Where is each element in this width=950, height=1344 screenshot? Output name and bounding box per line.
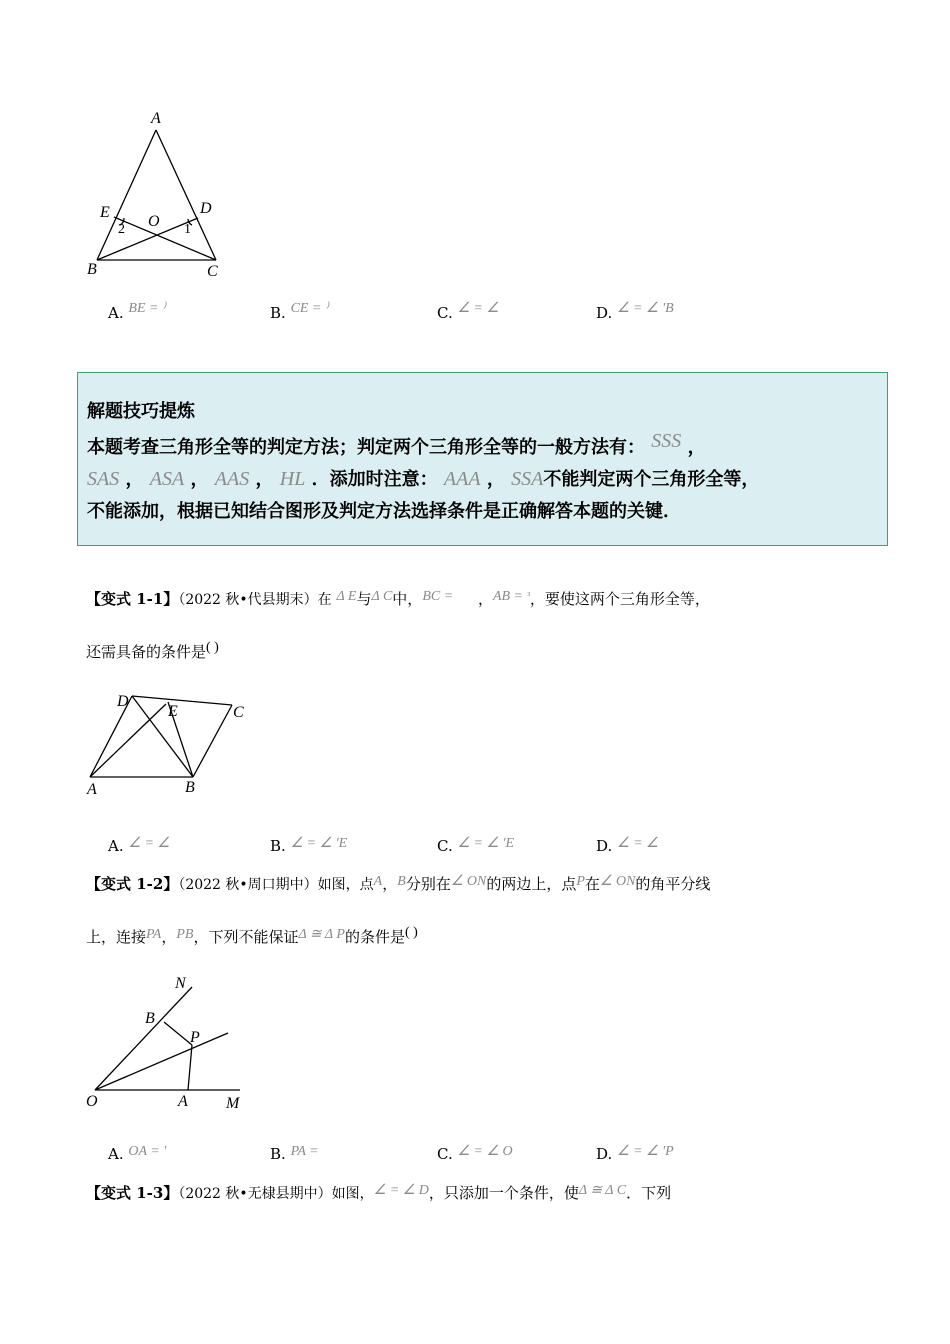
option-text: ∠ = ∠ 'P [617, 1144, 674, 1159]
seg-ce [114, 217, 216, 260]
option-text: PA = [290, 1144, 319, 1159]
point-p: P [576, 874, 585, 889]
text-tail: 的角平分线 [635, 875, 711, 893]
figure-quadrilateral [80, 685, 260, 795]
label-B: B [87, 261, 97, 278]
text-tail: ，要使这两个三角形全等， [529, 590, 710, 608]
option-text: ∠ = ∠ 'B [617, 301, 674, 316]
congruence: Δ ≅ Δ P [298, 927, 345, 942]
option-letter: A. [108, 837, 124, 855]
v11-option-d[interactable] [596, 837, 659, 856]
text-mid: 中， [392, 590, 423, 608]
variant-tag: 【变式 1-1】 [86, 590, 179, 608]
label-2: 2 [118, 222, 125, 237]
variant-1-1-line-1 [86, 588, 710, 609]
label-B: B [145, 1010, 155, 1027]
label-M: M [226, 1095, 240, 1112]
v12-option-b[interactable] [270, 1145, 319, 1164]
text-line2a: 上，连接 [86, 928, 147, 946]
option-letter: D. [596, 304, 613, 322]
angle-mon-2: ∠ ON [599, 874, 636, 889]
tips-comma: ， [255, 469, 274, 490]
condition-2: AB = ᵌ [492, 589, 530, 604]
figure-triangle-abc [80, 105, 240, 285]
option-text: ∠ = ∠ O [457, 1144, 513, 1159]
ray-on [95, 987, 192, 1090]
label-1: 1 [184, 222, 191, 237]
option-text: ∠ = ∠ 'E [290, 836, 348, 851]
segment-pa: PA [146, 927, 162, 942]
condition-1: BC = [422, 589, 454, 604]
variant-1-2-line-2 [86, 926, 418, 947]
label-O: O [148, 213, 160, 230]
seg-dc [132, 696, 232, 705]
tips-box [77, 372, 888, 546]
bisector-op [95, 1033, 228, 1090]
term-aaa: AAA [443, 468, 481, 490]
text-sep: ， [161, 928, 177, 946]
angle-equality: ∠ = ∠ D [373, 1183, 429, 1198]
v12-option-a[interactable] [108, 1145, 166, 1164]
label-E: E [168, 703, 178, 720]
label-N: N [175, 975, 186, 992]
tips-line-2 [87, 465, 759, 491]
v12-option-c[interactable] [437, 1145, 513, 1164]
triangle-1: Δ E [336, 589, 357, 604]
variant-tag: 【变式 1-2】 [86, 875, 179, 893]
text-sep: ， [382, 875, 398, 893]
tips-comma: ， [190, 469, 209, 490]
tips-comma: ， [486, 469, 505, 490]
text-mid1: 分别在 [405, 875, 451, 893]
seg-bp [164, 1022, 192, 1045]
angle-mon: ∠ ON [450, 874, 487, 889]
option-text: ∠ = ∠ [128, 836, 170, 851]
variant-1-1-line-2 [86, 641, 219, 662]
option-text: CE = ⁾ [290, 301, 329, 316]
answer-paren: ( ) [404, 925, 418, 940]
label-A: A [87, 781, 97, 798]
tips-line-1 [87, 430, 706, 459]
option-text: OA = ' [128, 1144, 167, 1159]
variant-tag: 【变式 1-3】 [86, 1184, 179, 1202]
option-letter: D. [596, 1145, 613, 1163]
option-letter: B. [270, 837, 286, 855]
option-letter: B. [270, 304, 286, 322]
seg-ab [97, 130, 156, 260]
point-b: B [397, 874, 406, 889]
tips-line-2-end: 不能判定两个三角形全等， [543, 469, 760, 490]
tips-comma: ， [125, 469, 144, 490]
text-tail: ．下列 [626, 1184, 672, 1202]
text-line2: 还需具备的条件是 [86, 643, 207, 661]
text-mid: ，只添加一个条件，使 [428, 1184, 579, 1202]
option-text: ∠ = ∠ [617, 836, 659, 851]
seg-ac [156, 130, 216, 260]
tips-title: 解题技巧提炼 [87, 401, 195, 422]
option-letter: A. [108, 304, 124, 322]
term-asa: ASA [149, 468, 185, 490]
answer-paren: ( ) [206, 640, 219, 655]
point-a: A [373, 874, 383, 889]
variant-source: （2022 秋•代县期末）在 [178, 592, 332, 608]
term-sas: SAS [87, 468, 120, 490]
variant-1-2-line-1 [86, 873, 710, 894]
term-aas: AAS [214, 468, 250, 490]
text-line2c: 的条件是 [344, 928, 405, 946]
option-letter: A. [108, 1145, 124, 1163]
label-A: A [178, 1093, 188, 1110]
q1-option-a[interactable] [108, 301, 166, 323]
label-A: A [151, 110, 161, 127]
v11-option-c[interactable] [437, 837, 514, 856]
label-D: D [117, 693, 129, 710]
option-letter: B. [270, 1145, 286, 1163]
label-C: C [233, 704, 244, 721]
label-P: P [190, 1029, 200, 1046]
v11-option-a[interactable] [108, 837, 170, 856]
seg-ae [90, 704, 166, 777]
text-line2b: ，下列不能保证 [193, 928, 299, 946]
tips-line-3: 不能添加，根据已知结合图形及判定方法选择条件是正确解答本题的关键． [87, 501, 681, 522]
text-mid2: 的两边上，点 [486, 875, 577, 893]
triangle-2: Δ C [371, 589, 393, 604]
variant-source: （2022 秋•周口期中）如图，点 [178, 877, 374, 893]
segment-pb: PB [176, 927, 194, 942]
v12-option-d[interactable] [596, 1145, 674, 1164]
tips-line-2-mid: ．添加时注意： [311, 469, 438, 490]
congruence: Δ ≅ Δ C [578, 1183, 627, 1198]
option-letter: C. [437, 304, 453, 322]
option-letter: D. [596, 837, 613, 855]
variant-source: （2022 秋•无棣县期中）如图， [178, 1186, 374, 1202]
q1-option-c[interactable] [437, 301, 500, 323]
label-D: D [200, 200, 212, 217]
q1-option-d[interactable] [596, 301, 674, 323]
label-O: O [86, 1093, 98, 1110]
q1-option-b[interactable] [270, 301, 329, 323]
text-sep: ， [477, 590, 493, 608]
tips-comma: ， [687, 437, 706, 458]
figure-angle-bisector [80, 975, 260, 1105]
label-B: B [185, 779, 195, 796]
term-ssa: SSA [511, 468, 544, 490]
label-E: E [100, 204, 110, 221]
option-text: ∠ = ∠ 'E [457, 836, 515, 851]
variant-1-3-line-1 [86, 1182, 671, 1203]
text-and: 与 [356, 590, 372, 608]
option-letter: C. [437, 837, 453, 855]
seg-bc [193, 705, 232, 777]
seg-pa [188, 1045, 192, 1090]
tips-line-1-text: 本题考查三角形全等的判定方法；判定两个三角形全等的一般方法有： [87, 437, 645, 458]
term-hl: HL [279, 468, 306, 490]
option-text: BE = ⁾ [128, 301, 166, 316]
text-mid3: 在 [584, 875, 600, 893]
option-text: ∠ = ∠ [457, 301, 500, 316]
option-letter: C. [437, 1145, 453, 1163]
label-C: C [207, 263, 218, 280]
term-sss: SSS [651, 430, 682, 452]
v11-option-b[interactable] [270, 837, 347, 856]
